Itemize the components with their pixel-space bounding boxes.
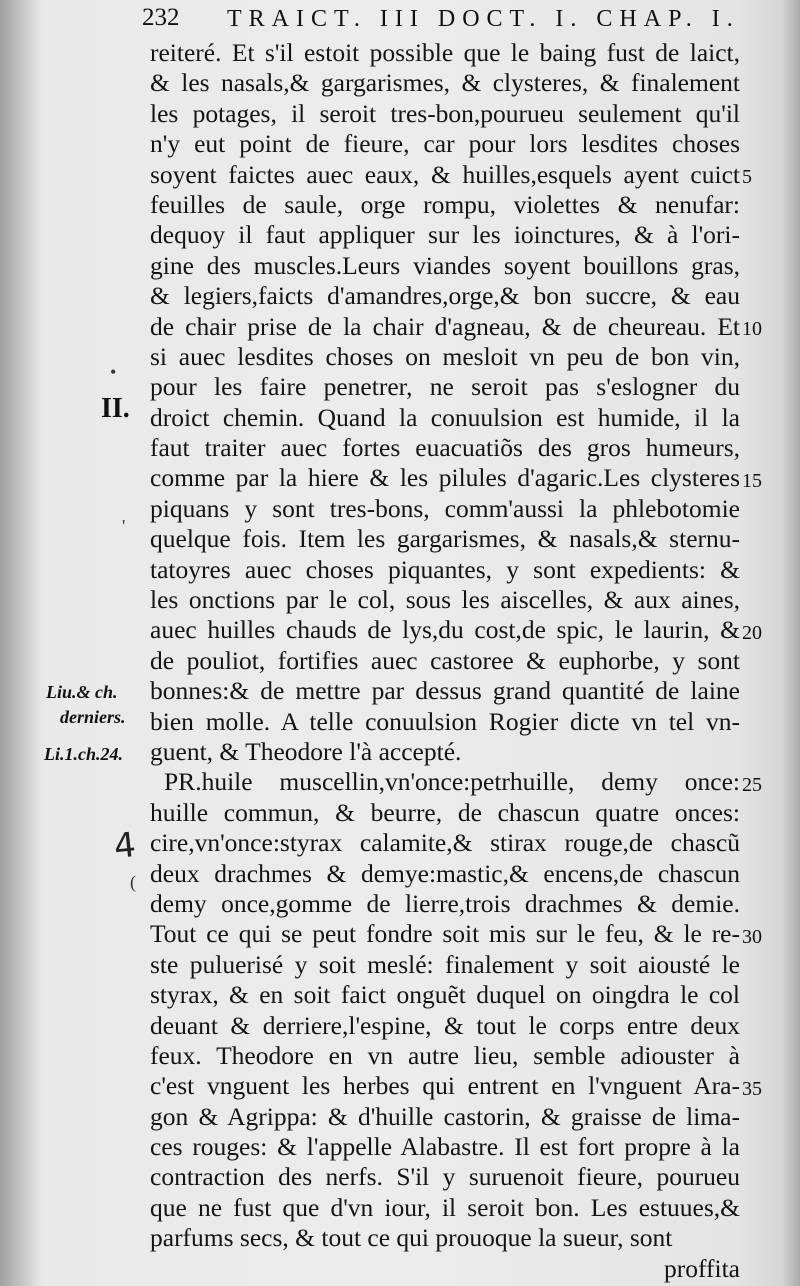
text-line: auec huilles chauds de lys,du cost,de spic, le laurin, &	[150, 615, 740, 645]
text-line: comme par la hiere & les pilules d'agaric.Les clysteres	[150, 463, 740, 493]
text-line: demy once,gomme de lierre,trois drachmes & demie.	[150, 888, 740, 918]
line-number: 25	[742, 773, 762, 796]
left-margin	[0, 0, 150, 1286]
margin-note-reference: Liu.& ch.	[46, 682, 118, 702]
text-line: gon & Agrippa: & d'huille castorin, & graisse de lima-	[150, 1101, 740, 1131]
text-line: droict chemin. Quand la conuulsion est humide, il la	[150, 402, 740, 432]
running-title: TRAICT. III DOCT. I. CHAP. I.	[227, 6, 740, 32]
line-number: 15	[742, 469, 762, 492]
text-line: gine des muscles.Leurs viandes soyent bouillons gras,	[150, 250, 740, 280]
text-line: ste puluerisé y soit meslé: finalement y soit aiousté le	[150, 949, 740, 979]
page-edge-shadow	[782, 0, 800, 1286]
text-line: que ne fust que d'vn iour, il seroit bon. Les estuues,&	[150, 1192, 740, 1222]
line-number: 35	[742, 1077, 762, 1100]
tick-mark: (	[130, 872, 136, 892]
main-text-block	[150, 38, 740, 1284]
line-number: 5	[742, 165, 752, 188]
text-line: contraction des nerfs. S'il y suruenoit fieure, pourueu	[150, 1162, 740, 1192]
text-line: huille commun, & beurre, de chascun quatre onces:	[150, 797, 740, 827]
text-line: si auec lesdites choses on mesloit vn peu de bon vin,	[150, 341, 740, 371]
text-line: Tout ce qui se peut fondre soit mis sur le feu, & le re-	[150, 919, 740, 949]
text-line: styrax, & en soit faict onguẽt duquel on oingdra le col	[150, 980, 740, 1010]
text-line: feuilles de saule, orge rompu, violettes & nenufar:	[150, 189, 740, 219]
text-line: guent, & Theodore l'à accepté.	[150, 736, 462, 766]
text-line: tatoyres auec choses piquantes, y sont expedients: &	[150, 554, 740, 584]
text-line: faut traiter auec fortes euacuatiõs des gros humeurs,	[150, 433, 740, 463]
text-line: cire,vn'once:styrax calamite,& stirax rouge,de chascũ	[150, 828, 740, 858]
line-number: 20	[742, 621, 762, 644]
text-line: soyent faictes auec eaux, & huilles,esquels ayent cuict	[150, 159, 740, 189]
text-line: & les nasals,& gargarismes, & clysteres, & finalement	[150, 68, 740, 98]
text-line: quelque fois. Item les gargarismes, & nasals,& sternu-	[150, 524, 740, 554]
text-line: pour les faire penetrer, ne seroit pas s'eslogner du	[150, 372, 740, 402]
text-line: reiteré. Et s'il estoit possible que le baing fust de laict,	[150, 38, 740, 67]
text-line: c'est vnguent les herbes qui entrent en l'vnguent Ara-	[150, 1071, 740, 1101]
text-line: les onctions par le col, sous les aiscelles, & aux aines,	[150, 585, 740, 615]
text-line: ces rouges: & l'appelle Alabastre. Il est fort propre à la	[150, 1132, 740, 1162]
text-line: les potages, il seroit tres-bon,pourueu seulement qu'il	[150, 98, 740, 128]
text-line: feux. Theodore en vn autre lieu, semble adiouster à	[150, 1040, 740, 1070]
line-number: 10	[742, 317, 762, 340]
text-line: dequoy il faut appliquer sur les ioinctures, & à l'ori-	[150, 220, 740, 250]
text-line: deux drachmes & demye:mastic,& encens,de chascun	[150, 858, 740, 888]
catchword: proffita	[663, 1253, 740, 1283]
text-line: de pouliot, fortifies auec castoree & euphorbe, y sont	[150, 645, 740, 675]
bullet-mark: •	[110, 362, 117, 382]
line-number: 30	[742, 925, 762, 948]
text-line: piquans y sont tres-bons, comm'aussi la phlebotomie	[150, 493, 740, 523]
margin-note-citation: Li.1.ch.24.	[44, 744, 123, 764]
margin-note-reference-cont: derniers.	[60, 707, 126, 727]
text-line: parfums secs, & tout ce qui prouoque la sueur, sont	[150, 1223, 673, 1253]
text-line: bien molle. A telle conuulsion Rogier dicte vn tel vn-	[150, 706, 740, 736]
section-number: II.	[101, 393, 130, 424]
text-line: & legiers,faicts d'amandres,orge,& bon succre, & eau	[150, 281, 740, 311]
handwritten-mark: 4	[111, 824, 138, 868]
page-number: 232	[142, 4, 180, 31]
text-line: de chair prise de la chair d'agneau, & de cheureau. Et	[150, 311, 740, 341]
tick-mark: '	[122, 516, 126, 536]
text-line: bonnes:& de mettre par dessus grand quantité de laine	[150, 676, 740, 706]
text-line: PR.huile muscellin,vn'once:petrhuille, demy once:	[164, 767, 740, 797]
text-line: n'y eut point de fieure, car pour lors lesdites choses	[150, 129, 740, 159]
text-line: deuant & derriere,l'espine, & tout le corps entre deux	[150, 1010, 740, 1040]
running-header	[142, 2, 782, 36]
